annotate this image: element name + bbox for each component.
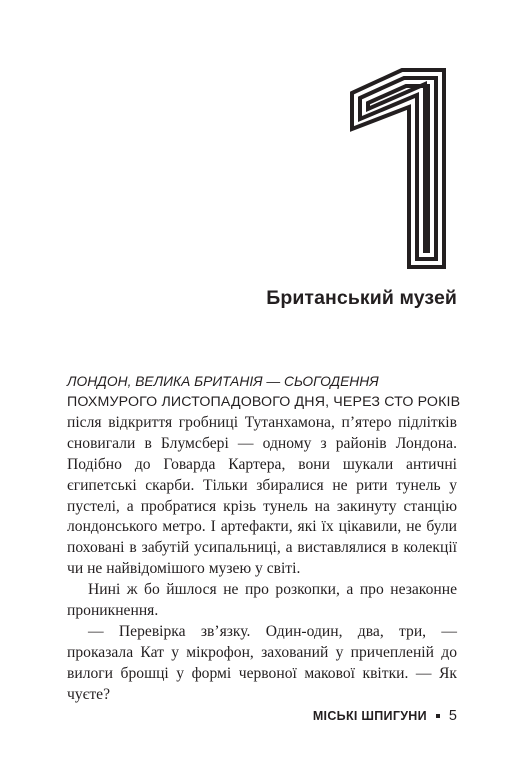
running-head: МІСЬКІ ШПИГУНИ <box>312 709 427 723</box>
body-text <box>67 372 461 706</box>
bullet-separator <box>436 714 440 718</box>
paragraph-2: Нині ж бо йшлося не про розкопки, а про незаконне проникнення. <box>67 581 457 620</box>
paragraph-1 <box>67 392 461 580</box>
chapter-number-1-graphic <box>348 67 448 270</box>
paragraph-3: — Перевірка зв’язку. Один-один, два, три, — проказала Кат у мікрофон, захований у причепленій до вилоги брошці у формі червоної макової квітки. — Як чуєте? <box>67 622 457 703</box>
chapter-title: Британський музей <box>266 287 457 309</box>
paragraph-1-text: після відкриття гробниці Тутанхамона, п’ятеро підлітків сновигали в Блумсбері — одному з районів Лондона. Подібно до Говарда Картера, вони шукали античні єгипетські скарби. Тільки збиралися не рити тунель у пустелі, а пробратися крізь тунель на закинуту станцію лондонського метро. І артефакти, які їх цікавили, не були поховані в забутій усипальниці, а виставлялися в колекції чи не найвідомішого музею у світі. <box>67 413 457 578</box>
page-footer <box>313 708 457 724</box>
paragraph-opening-caps: ПОХМУРОГО ЛИСТОПАДОВОГО ДНЯ, ЧЕРЕЗ СТО РОКІВ <box>67 394 461 410</box>
location-line: ЛОНДОН, ВЕЛИКА БРИТАНІЯ — СЬОГОДЕННЯ <box>67 374 379 389</box>
page-number: 5 <box>448 708 457 724</box>
